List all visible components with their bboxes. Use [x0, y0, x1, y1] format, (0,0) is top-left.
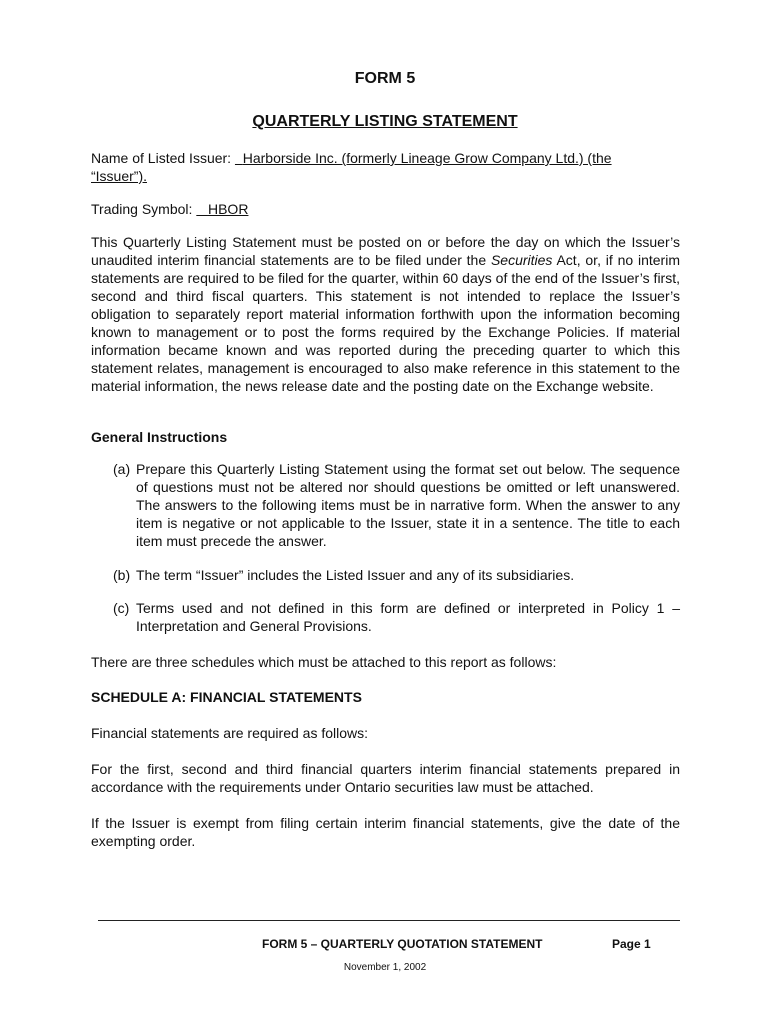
footer-date: November 1, 2002: [343, 962, 427, 973]
instruction-item-a: [113, 460, 680, 550]
footer-title: FORM 5 – QUARTERLY QUOTATION STATEMENT: [262, 937, 543, 951]
instruction-text: The term “Issuer” includes the Listed Issuer and any of its subsidiaries.: [136, 567, 575, 583]
instruction-item-c: [113, 599, 680, 635]
form-number: FORM 5: [354, 70, 416, 87]
schedule-a-heading: SCHEDULE A: FINANCIAL STATEMENTS: [91, 689, 362, 705]
securities-italic: Securities: [490, 252, 553, 268]
trading-symbol-field: [91, 200, 680, 218]
instruction-label: (c): [113, 600, 130, 616]
issuer-label: Name of Listed Issuer:: [91, 150, 232, 166]
issuer-field: [91, 149, 680, 185]
issuer-name: Harborside Inc. (formerly Lineage Grow Company Ltd.) (the: [242, 150, 612, 166]
schedules-intro: There are three schedules which must be attached to this report as follows:: [91, 654, 557, 670]
instruction-text: Terms used and not defined in this form are defined or interpreted in Policy 1 – Interpretation and General Provisions.: [136, 600, 680, 634]
instruction-text: Prepare this Quarterly Listing Statement using the format set out below. The sequence of questions must not be altered nor should questions be omitted or left unanswered. The answers to the following items must be in narrative form. When the answer to any item is negative or not applicable to the Issuer, state it in a sentence. The title to each item must precede the answer.: [136, 461, 680, 549]
issuer-name-cont: “Issuer”).: [91, 168, 147, 184]
general-instructions-heading: General Instructions: [91, 429, 228, 445]
trading-symbol-value: HBOR: [207, 201, 249, 217]
instruction-label: (a): [113, 461, 131, 477]
footer-page-number: Page 1: [612, 937, 651, 951]
schedule-a-paragraph-1: Financial statements are required as follows:: [91, 725, 369, 741]
schedule-a-paragraph-2: For the first, second and third financial quarters interim financial statements prepared in accordance with the requirements under Ontario securities law must be attached.: [91, 761, 680, 795]
footer-divider: [98, 920, 680, 921]
trading-symbol-label: Trading Symbol:: [91, 201, 193, 217]
intro-paragraph: This Quarterly Listing Statement must be posted on or before the day on which the Issuer’s unaudited interim financial statements are to be filed under the Securities Act, or, if no interim statements are required to be filed for the quarter, within 60 days of the end of the Issuer’s first, second and third fiscal quarters. This statement is not intended to replace the Issuer’s obligation to separately report material information forthwith upon the information becoming known to management or to post the forms required by the Exchange Policies. If material information became known and was reported during the preceding quarter to which this statement relates, management is encouraged to also make reference in this statement to the material information, the news release date and the posting date on the Exchange website.: [91, 234, 680, 394]
form-title: QUARTERLY LISTING STATEMENT: [252, 113, 518, 130]
instruction-label: (b): [113, 567, 131, 583]
schedule-a-paragraph-3: If the Issuer is exempt from filing certain interim financial statements, give the date of the exempting order.: [91, 815, 680, 849]
instruction-item-b: [113, 566, 680, 584]
